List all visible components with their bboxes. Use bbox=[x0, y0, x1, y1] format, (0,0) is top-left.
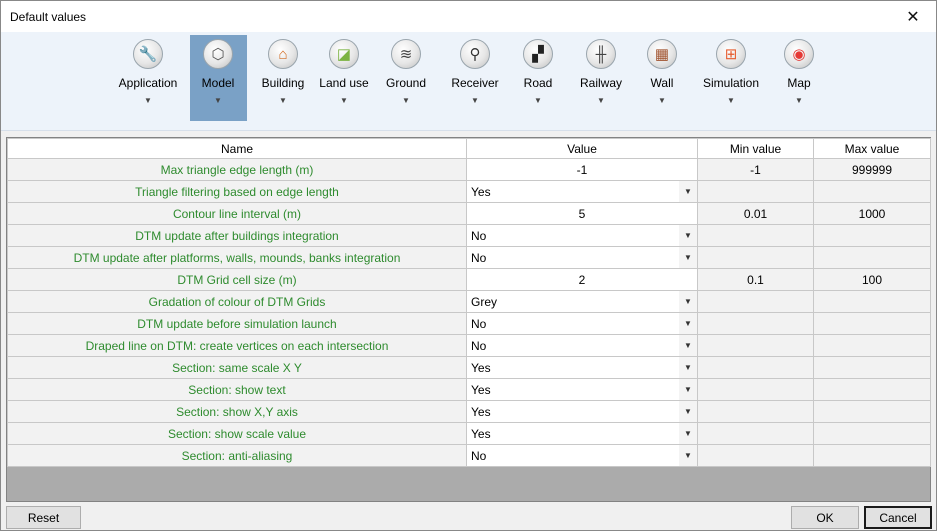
ribbon-button-label: Receiver bbox=[451, 76, 499, 90]
table-row bbox=[8, 159, 931, 181]
table-row bbox=[8, 445, 931, 467]
table-row bbox=[8, 247, 931, 269]
min-value-cell bbox=[698, 313, 814, 335]
ground-icon: ≋ bbox=[391, 39, 421, 69]
chevron-down-icon[interactable]: ▼ bbox=[679, 335, 697, 356]
chevron-down-icon[interactable]: ▼ bbox=[402, 96, 410, 105]
house-icon: ⌂ bbox=[268, 39, 298, 69]
chevron-down-icon[interactable]: ▼ bbox=[795, 96, 803, 105]
max-value-cell bbox=[814, 181, 931, 203]
mesh-icon: ⬡ bbox=[203, 39, 233, 69]
ribbon-button-ground[interactable] bbox=[374, 35, 438, 121]
table-row bbox=[8, 401, 931, 423]
min-value-cell bbox=[698, 247, 814, 269]
value-select[interactable] bbox=[467, 401, 698, 423]
value-input[interactable]: 5 bbox=[467, 203, 698, 225]
chevron-down-icon[interactable]: ▼ bbox=[658, 96, 666, 105]
table-row bbox=[8, 291, 931, 313]
table-row bbox=[8, 313, 931, 335]
ribbon-button-model[interactable] bbox=[190, 35, 247, 121]
chevron-down-icon[interactable]: ▼ bbox=[679, 445, 697, 466]
min-value-cell: 0.1 bbox=[698, 269, 814, 291]
min-value-cell bbox=[698, 423, 814, 445]
ribbon-button-label: Model bbox=[201, 76, 235, 90]
value-input[interactable]: 2 bbox=[467, 269, 698, 291]
row-name-cell: DTM Grid cell size (m) bbox=[8, 269, 467, 291]
window-title: Default values bbox=[10, 10, 87, 24]
max-value-cell bbox=[814, 357, 931, 379]
row-name-cell: Contour line interval (m) bbox=[8, 203, 467, 225]
max-value-cell bbox=[814, 335, 931, 357]
value-select[interactable] bbox=[467, 181, 698, 203]
wrench-icon: 🔧 bbox=[133, 39, 163, 69]
column-header-name[interactable]: Name bbox=[8, 139, 467, 159]
value-input[interactable]: -1 bbox=[467, 159, 698, 181]
chevron-down-icon[interactable]: ▼ bbox=[679, 181, 697, 202]
value-select-text: No bbox=[471, 316, 487, 331]
row-name-cell: Section: anti-aliasing bbox=[8, 445, 467, 467]
table-row bbox=[8, 357, 931, 379]
min-value-cell: 0.01 bbox=[698, 203, 814, 225]
ribbon-button-land-use[interactable] bbox=[312, 35, 376, 121]
min-value-cell bbox=[698, 357, 814, 379]
ribbon-button-label: Map bbox=[787, 76, 811, 90]
value-select-text: Yes bbox=[471, 404, 491, 419]
ribbon-button-simulation[interactable] bbox=[699, 35, 763, 121]
ribbon-button-road[interactable] bbox=[506, 35, 570, 121]
ribbon-button-label: Wall bbox=[650, 76, 674, 90]
land-use-icon: ◪ bbox=[329, 39, 359, 69]
max-value-cell bbox=[814, 313, 931, 335]
ribbon-button-map[interactable] bbox=[767, 35, 831, 121]
min-value-cell bbox=[698, 225, 814, 247]
column-header-max[interactable]: Max value bbox=[814, 139, 931, 159]
value-select-text: Yes bbox=[471, 426, 491, 441]
chevron-down-icon[interactable]: ▼ bbox=[534, 96, 542, 105]
row-name-cell: Section: show scale value bbox=[8, 423, 467, 445]
table-row bbox=[8, 225, 931, 247]
reset-button[interactable]: Reset bbox=[6, 506, 81, 529]
value-select[interactable] bbox=[467, 335, 698, 357]
ribbon-button-label: Ground bbox=[385, 76, 427, 90]
chevron-down-icon[interactable]: ▼ bbox=[679, 357, 697, 378]
value-select-text: Yes bbox=[471, 360, 491, 375]
ribbon-toolbar bbox=[1, 32, 936, 131]
value-select-text: Yes bbox=[471, 184, 491, 199]
railway-icon: ╫ bbox=[586, 39, 616, 69]
value-select[interactable] bbox=[467, 225, 698, 247]
row-name-cell: Triangle filtering based on edge length bbox=[8, 181, 467, 203]
row-name-cell: Section: show X,Y axis bbox=[8, 401, 467, 423]
chevron-down-icon[interactable]: ▼ bbox=[471, 96, 479, 105]
value-select[interactable] bbox=[467, 247, 698, 269]
grid-header-row bbox=[8, 139, 931, 159]
column-header-min[interactable]: Min value bbox=[698, 139, 814, 159]
table-row bbox=[8, 379, 931, 401]
max-value-cell bbox=[814, 401, 931, 423]
max-value-cell bbox=[814, 247, 931, 269]
min-value-cell bbox=[698, 445, 814, 467]
min-value-cell bbox=[698, 181, 814, 203]
max-value-cell bbox=[814, 291, 931, 313]
table-row bbox=[8, 423, 931, 445]
receiver-icon: ⚲ bbox=[460, 39, 490, 69]
row-name-cell: Draped line on DTM: create vertices on each intersection bbox=[8, 335, 467, 357]
row-name-cell: DTM update after buildings integration bbox=[8, 225, 467, 247]
min-value-cell bbox=[698, 291, 814, 313]
value-select[interactable] bbox=[467, 291, 698, 313]
ribbon-button-label: Simulation bbox=[702, 76, 760, 90]
close-icon[interactable]: ✕ bbox=[906, 8, 920, 26]
chevron-down-icon[interactable]: ▼ bbox=[679, 313, 697, 334]
chevron-down-icon[interactable]: ▼ bbox=[679, 423, 697, 444]
chevron-down-icon[interactable]: ▼ bbox=[279, 96, 287, 105]
chevron-down-icon[interactable]: ▼ bbox=[679, 247, 697, 268]
row-name-cell: Gradation of colour of DTM Grids bbox=[8, 291, 467, 313]
road-icon: ▞ bbox=[523, 39, 553, 69]
value-select[interactable] bbox=[467, 313, 698, 335]
value-select-text: No bbox=[471, 338, 487, 353]
chevron-down-icon[interactable]: ▼ bbox=[340, 96, 348, 105]
wall-icon: ▦ bbox=[647, 39, 677, 69]
title-bar bbox=[1, 1, 936, 32]
min-value-cell bbox=[698, 335, 814, 357]
chevron-down-icon[interactable]: ▼ bbox=[597, 96, 605, 105]
chevron-down-icon[interactable]: ▼ bbox=[727, 96, 735, 105]
min-value-cell bbox=[698, 379, 814, 401]
chevron-down-icon[interactable]: ▼ bbox=[679, 225, 697, 246]
value-select[interactable] bbox=[467, 357, 698, 379]
min-value-cell: -1 bbox=[698, 159, 814, 181]
value-select-text: Grey bbox=[471, 294, 498, 309]
row-name-cell: Section: show text bbox=[8, 379, 467, 401]
ribbon-button-label: Railway bbox=[579, 76, 622, 90]
chevron-down-icon[interactable]: ▼ bbox=[679, 401, 697, 422]
row-name-cell: Section: same scale X Y bbox=[8, 357, 467, 379]
value-select-text: No bbox=[471, 228, 487, 243]
value-select-text: No bbox=[471, 448, 487, 463]
chevron-down-icon[interactable]: ▼ bbox=[144, 96, 152, 105]
value-select-text: No bbox=[471, 250, 487, 265]
ribbon-button-label: Land use bbox=[319, 76, 369, 90]
max-value-cell bbox=[814, 423, 931, 445]
max-value-cell bbox=[814, 445, 931, 467]
table-row bbox=[8, 269, 931, 291]
ribbon-button-label: Building bbox=[261, 76, 305, 90]
min-value-cell bbox=[698, 401, 814, 423]
table-row bbox=[8, 203, 931, 225]
column-header-value[interactable]: Value bbox=[467, 139, 698, 159]
value-select-text: Yes bbox=[471, 382, 491, 397]
chevron-down-icon[interactable]: ▼ bbox=[214, 96, 222, 105]
row-name-cell: DTM update after platforms, walls, mounds, banks integration bbox=[8, 247, 467, 269]
ribbon-button-building[interactable] bbox=[251, 35, 315, 121]
row-name-cell: DTM update before simulation launch bbox=[8, 313, 467, 335]
row-name-cell: Max triangle edge length (m) bbox=[8, 159, 467, 181]
table-row bbox=[8, 181, 931, 203]
max-value-cell bbox=[814, 379, 931, 401]
ribbon-button-railway[interactable] bbox=[569, 35, 633, 121]
ribbon-button-label: Application bbox=[118, 76, 178, 90]
value-select[interactable] bbox=[467, 423, 698, 445]
chevron-down-icon[interactable]: ▼ bbox=[679, 291, 697, 312]
max-value-cell: 1000 bbox=[814, 203, 931, 225]
value-select[interactable] bbox=[467, 379, 698, 401]
calculator-icon: ⊞ bbox=[716, 39, 746, 69]
heatmap-icon: ◉ bbox=[784, 39, 814, 69]
ok-button[interactable]: OK bbox=[791, 506, 859, 529]
max-value-cell: 999999 bbox=[814, 159, 931, 181]
max-value-cell: 100 bbox=[814, 269, 931, 291]
ribbon-button-receiver[interactable] bbox=[443, 35, 507, 121]
ribbon-button-label: Road bbox=[523, 76, 553, 90]
values-grid bbox=[6, 137, 931, 502]
ribbon-button-application[interactable] bbox=[116, 35, 180, 121]
chevron-down-icon[interactable]: ▼ bbox=[679, 379, 697, 400]
cancel-button[interactable]: Cancel bbox=[864, 506, 932, 529]
ribbon-button-wall[interactable] bbox=[630, 35, 694, 121]
table-row bbox=[8, 335, 931, 357]
value-select[interactable] bbox=[467, 445, 698, 467]
max-value-cell bbox=[814, 225, 931, 247]
